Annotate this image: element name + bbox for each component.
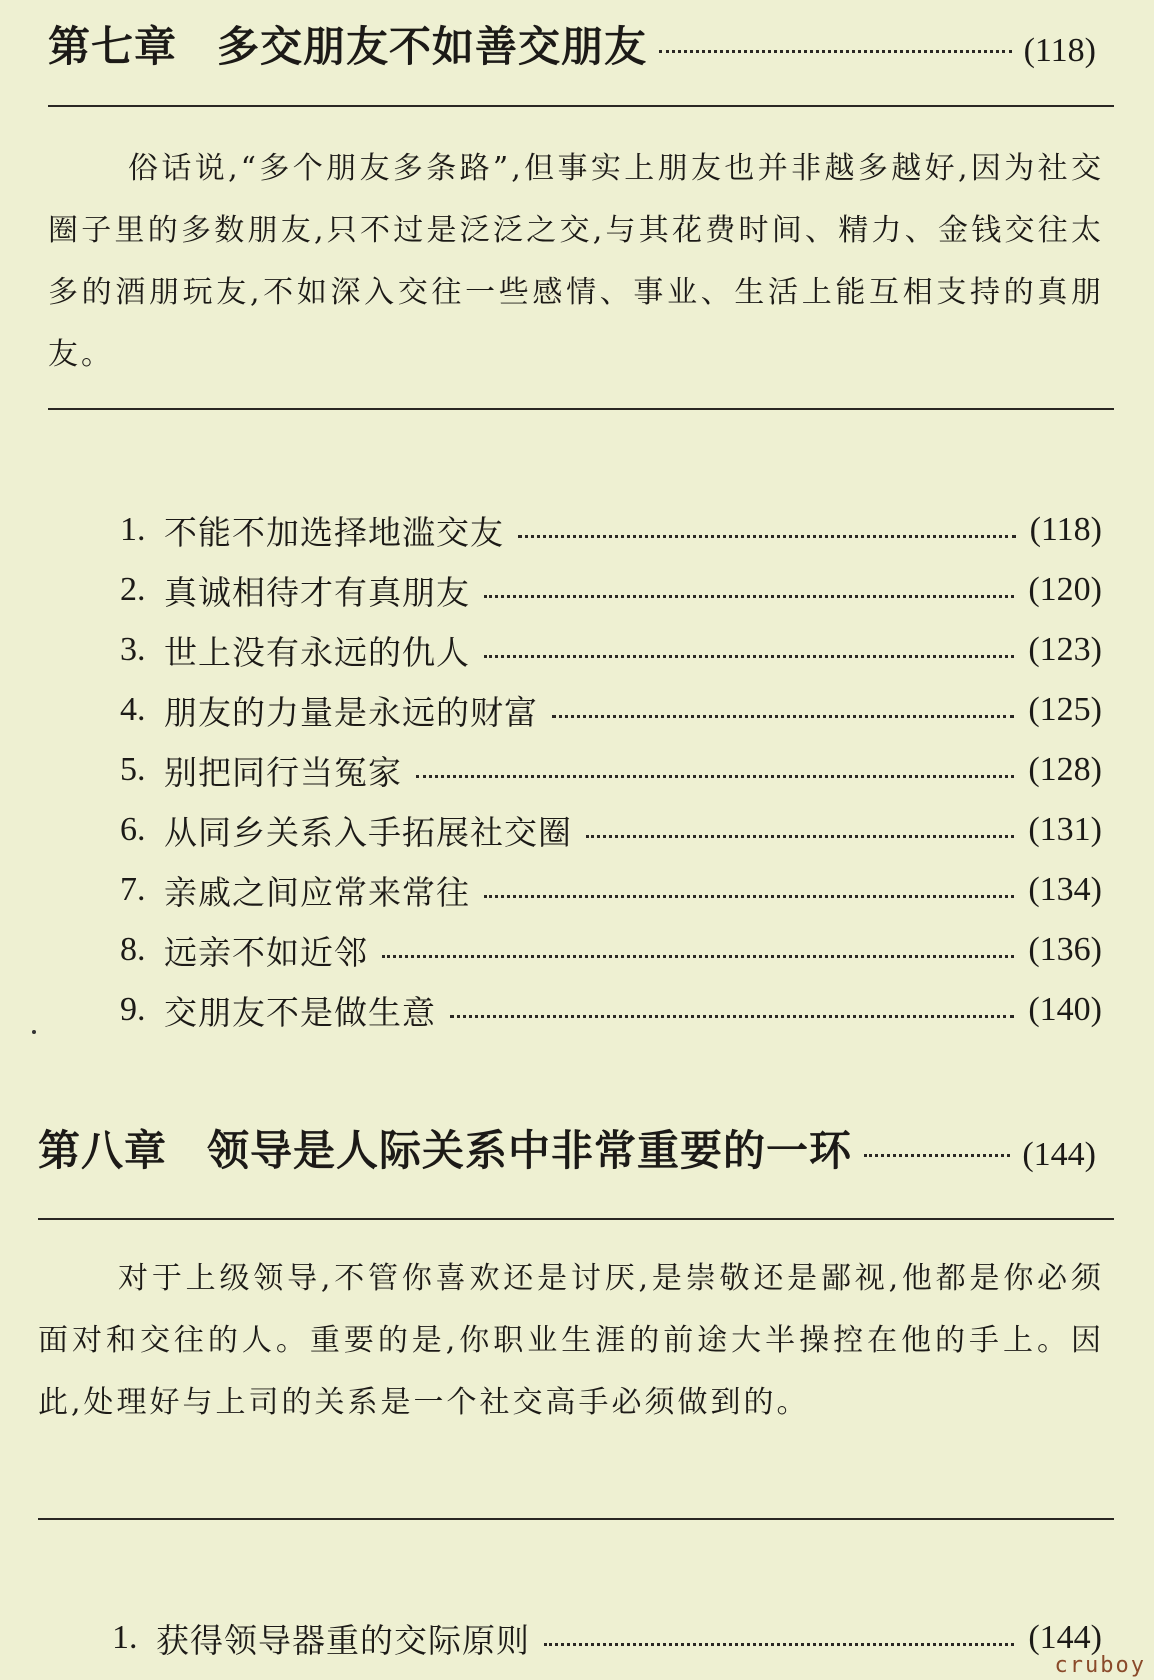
item-label: 远亲不如近邻 — [164, 932, 368, 972]
item-index: 8. — [120, 931, 146, 968]
item-label: 别把同行当冤家 — [164, 752, 402, 792]
toc-item — [112, 1608, 1102, 1668]
print-speck — [32, 1030, 36, 1034]
chapter7-page: (118) — [1023, 32, 1096, 69]
item-index: 4. — [120, 691, 146, 728]
item-page: (125) — [1028, 691, 1102, 728]
leader-dots — [552, 715, 1014, 718]
toc-item — [120, 800, 1102, 860]
item-index: 1. — [112, 1619, 138, 1656]
chapter8-page: (144) — [1022, 1136, 1096, 1173]
chapter8-heading — [38, 1118, 1096, 1178]
item-index: 2. — [120, 571, 146, 608]
toc-item — [120, 740, 1102, 800]
item-label: 交朋友不是做生意 — [164, 992, 436, 1032]
leader-dots — [659, 50, 1012, 53]
leader-dots — [484, 655, 1014, 658]
leader-dots — [544, 1643, 1014, 1646]
toc-item — [120, 500, 1102, 560]
chapter7-heading — [48, 14, 1096, 74]
item-index: 1. — [120, 511, 146, 548]
item-index: 6. — [120, 811, 146, 848]
watermark: cruboy — [1054, 1653, 1146, 1678]
item-label: 朋友的力量是永远的财富 — [164, 692, 538, 732]
chapter8-intro: 对于上级领导,不管你喜欢还是讨厌,是崇敬还是鄙视,他都是你必须面对和交往的人。重要的是,你职业生涯的前途大半操控在他的手上。因此,处理好与上司的关系是一个社交高手必须做到的。 — [38, 1261, 1104, 1420]
item-index: 3. — [120, 631, 146, 668]
item-page: (120) — [1028, 571, 1102, 608]
leader-dots — [484, 895, 1014, 898]
item-page: (128) — [1028, 751, 1102, 788]
item-index: 7. — [120, 871, 146, 908]
item-index: 9. — [120, 991, 146, 1028]
toc-item — [120, 680, 1102, 740]
item-page: (131) — [1028, 811, 1102, 848]
divider — [38, 1218, 1114, 1220]
item-page: (134) — [1028, 871, 1102, 908]
leader-dots — [864, 1154, 1010, 1157]
leader-dots — [586, 835, 1014, 838]
item-page: (118) — [1029, 511, 1102, 548]
item-label: 真诚相待才有真朋友 — [164, 572, 470, 612]
item-label: 获得领导器重的交际原则 — [156, 1620, 530, 1660]
item-label: 世上没有永远的仇人 — [164, 632, 470, 672]
chapter8-number: 第八章 — [38, 1129, 168, 1175]
divider — [48, 408, 1114, 410]
chapter7-title: 多交朋友不如善交朋友 — [217, 25, 648, 71]
leader-dots — [518, 535, 1016, 538]
chapter7-number: 第七章 — [48, 25, 178, 71]
item-label: 亲戚之间应常来常往 — [164, 872, 470, 912]
item-label: 从同乡关系入手拓展社交圈 — [164, 812, 572, 852]
divider — [48, 105, 1114, 107]
item-page: (136) — [1028, 931, 1102, 968]
leader-dots — [382, 955, 1014, 958]
chapter8-title: 领导是人际关系中非常重要的一环 — [207, 1129, 853, 1175]
item-page: (144) — [1028, 1619, 1102, 1656]
leader-dots — [450, 1015, 1014, 1018]
toc-item — [120, 980, 1102, 1040]
divider — [38, 1518, 1114, 1520]
leader-dots — [484, 595, 1014, 598]
item-page: (123) — [1028, 631, 1102, 668]
item-index: 5. — [120, 751, 146, 788]
toc-item — [120, 860, 1102, 920]
chapter7-intro: 俗话说,“多个朋友多条路”,但事实上朋友也并非越多越好,因为社交圈子里的多数朋友,只不过是泛泛之交,与其花费时间、精力、金钱交往太多的酒朋玩友,不如深入交往一些感情、事业、生活上能互相支持的真朋友。 — [48, 151, 1104, 372]
toc-item — [120, 560, 1102, 620]
item-page: (140) — [1028, 991, 1102, 1028]
chapter7-toc — [120, 500, 1102, 1040]
chapter8-toc — [112, 1608, 1102, 1668]
toc-item — [120, 620, 1102, 680]
leader-dots — [416, 775, 1014, 778]
item-label: 不能不加选择地滥交友 — [164, 512, 504, 552]
toc-item — [120, 920, 1102, 980]
